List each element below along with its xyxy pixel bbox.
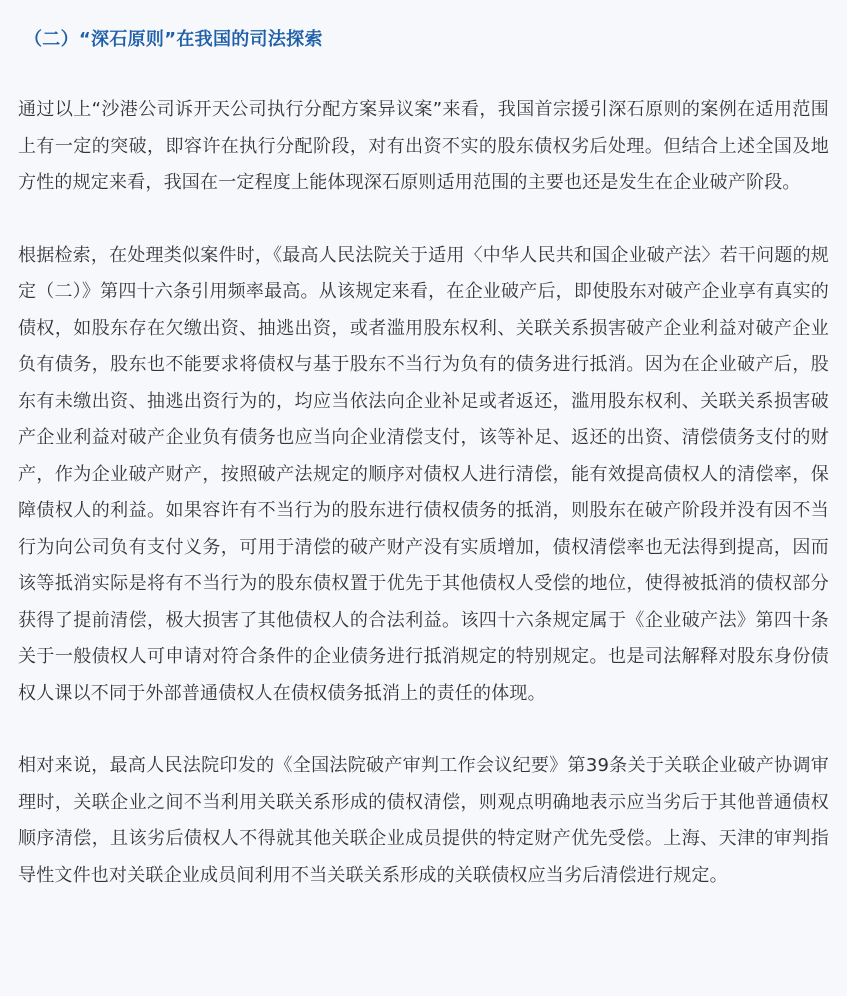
paragraph-2: 根据检索，在处理类似案件时，《最高人民法院关于适用〈中华人民共和国企业破产法〉若干问题的规定（二）》第四十六条引用频率最高。从该规定来看，在企业破产后，即使股东对破产企业享有真实的债权，如股东存在欠缴出资、抽逃出资，或者滥用股东权利、关联关系损害破产企业利益对破产企业负有债务，股东也不能要求将债权与基于股东不当行为负有的债务进行抵消。因为在企业破产后，股东有未缴出资、抽逃出资行为的，均应当依法向企业补足或者返还，滥用股东权利、关联关系损害破产企业利益对破产企业负有债务也应当向企业清偿支付，该等补足、返还的出资、清偿债务支付的财产，作为企业破产财产，按照破产法规定的顺序对债权人进行清偿，能有效提高债权人的清偿率，保障债权人的利益。如果容许有不当行为的股东进行债权债务的抵消，则股东在破产阶段并没有因不当行为向公司负有支付义务，可用于清偿的破产财产没有实质增加，债权清偿率也无法得到提高，因而该等抵消实际是将有不当行为的股东债权置于优先于其他债权人受偿的地位，使得被抵消的债权部分获得了提前清偿，极大损害了其他债权人的合法利益。该四十六条规定属于《企业破产法》第四十条关于一般债权人可申请对符合条件的企业债务进行抵消规定的特别规定。也是司法解释对股东身份债权人课以不同于外部普通债权人在债权债务抵消上的责任的体现。 (18, 244, 829, 704)
section-heading: （二）“深石原则”在我国的司法探索 (24, 29, 323, 50)
paragraph-3: 相对来说，最高人民法院印发的《全国法院破产审判工作会议纪要》第39条关于关联企业破产协调审理时，关联企业之间不当利用关联关系形成的债权清偿，则观点明确地表示应当劣后于其他普通债权顺序清偿，且该劣后债权人不得就其他关联企业成员提供的特定财产优先受偿。上海、天津的审判指导性文件也对关联企业成员间利用不当关联关系形成的关联债权应当劣后清偿进行规定。 (18, 755, 829, 886)
paragraph-1: 通过以上“沙港公司诉开天公司执行分配方案异议案”来看，我国首宗援引深石原则的案例在适用范围上有一定的突破，即容许在执行分配阶段，对有出资不实的股东债权劣后处理。但结合上述全国及地方性的规定来看，我国在一定程度上能体现深石原则适用范围的主要也还是发生在企业破产阶段。 (18, 99, 829, 193)
